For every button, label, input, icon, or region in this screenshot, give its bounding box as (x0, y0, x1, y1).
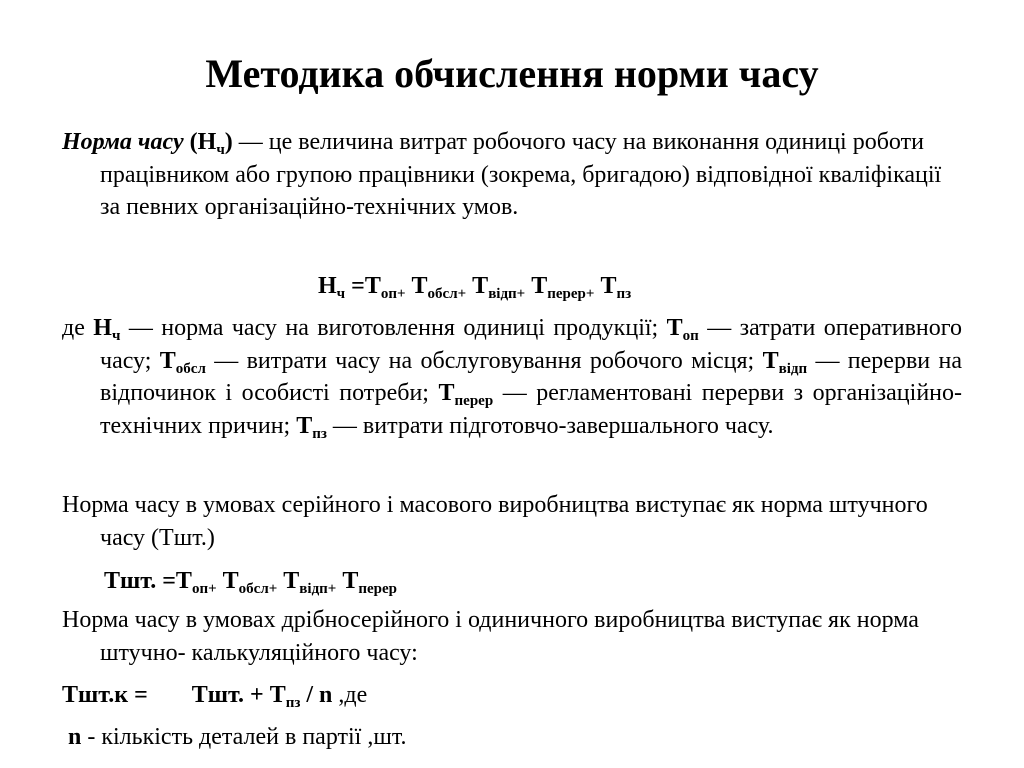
term-symbol: $(Н_ч)$ (189, 129, 233, 158)
serial-production-paragraph: Норма часу в умовах серійного і масового виробництва виступає як норма штучного часу (Тшт.) (62, 492, 928, 551)
definition-text: — це величина витрат робочого часу на виконання одиниці роботи працівником або групою працівники (зокрема, бригадою) відповідної кваліфікації за певних організаційно-технічних умов. (100, 129, 942, 220)
definition-paragraph (62, 126, 962, 224)
term-label: Норма часу (62, 129, 184, 155)
symbol-tobsl: $Т_{обсл}$ (159, 347, 206, 377)
n-definition: n - кількість деталей в партії ,шт. (68, 724, 407, 750)
formula-norm-time: $Н_ч =Т_{оп+}$ $Т_{обсл+}$ $Т_{відп+}$ $Т_{перер+}$ $Т_{пз}$ (318, 273, 632, 302)
symbol-tperer: $Т_{перер}$ (438, 380, 494, 409)
formula-piece-calc-time: Тшт.к = Тшт. + $Т_{пз}$ / n ,де (62, 682, 368, 711)
symbol-top: $Т_{оп}$ (666, 315, 699, 344)
formula-piece-time: Тшт. $=Т_{оп+}$ $Т_{обсл+}$ $Т_{відп+}$ $Т_{перер}$ (104, 568, 398, 597)
symbol-hch: $Н_ч$ (93, 315, 121, 344)
symbol-tpz: $Т_{пз}$ (296, 412, 327, 442)
legend-paragraph: де $Н_ч$ — норма часу на виготовлення одиниці продукції; $Т_{оп}$ — затрати оперативного часу; $Т_{обсл}$ — витрати часу на обслуговування робочого місця; $Т_{відп}$ — перерви на відпочинок і особисті потреби; $Т_{перер}$ — регламентовані перерви з організаційно-технічних причин; $Т_{пз}$ — витрати підготовчо-завершального часу. (62, 315, 963, 442)
slide-title: Методика обчислення норми часу (205, 51, 819, 96)
symbol-tvidp: $Т_{відп}$ (762, 347, 808, 377)
small-batch-paragraph: Норма часу в умовах дрібносерійного і одиничного виробництва виступає як норма штучно- калькуляційного часу: (62, 607, 919, 666)
